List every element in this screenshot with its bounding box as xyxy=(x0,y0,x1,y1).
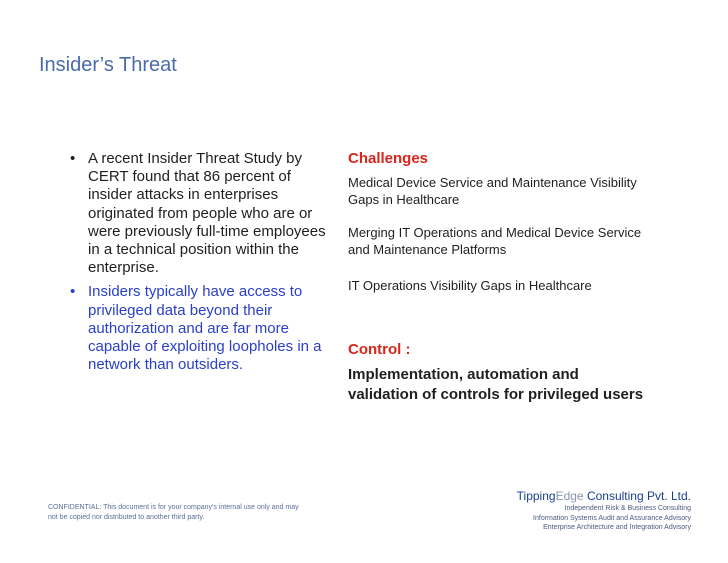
bullet-list xyxy=(70,150,332,374)
confidential-notice: CONFIDENTIAL: This document is for your company's internal use only and may not be copied nor distributed to another third party. xyxy=(48,504,299,521)
bullet-text: A recent Insider Threat Study by CERT found that 86 percent of insider attacks in enterprises originated from people who are or were previously full-time employees in a technical position within the enterprise. xyxy=(88,150,326,277)
bullet-marker: • xyxy=(70,150,76,167)
brand-edge: Edge xyxy=(555,489,584,503)
brand-tipping: Tipping xyxy=(516,489,556,503)
bullet-item xyxy=(70,283,332,374)
challenges-panel xyxy=(348,150,648,404)
challenges-heading: Challenges xyxy=(348,150,429,167)
bullet-item xyxy=(70,150,332,277)
service-line: Independent Risk & Business Consulting xyxy=(564,505,691,512)
control-body: Implementation, automation and validation of controls for privileged users xyxy=(348,366,644,403)
bullet-text: Insiders typically have access to privileged data beyond their authorization and are far more capable of exploiting loopholes in a network than outsiders. xyxy=(88,283,322,374)
service-line: Enterprise Architecture and Integration Advisory xyxy=(543,524,691,531)
company-logo-text xyxy=(517,489,691,503)
bullet-marker: • xyxy=(70,283,76,301)
control-heading: Control : xyxy=(348,341,411,358)
challenge-item: Medical Device Service and Maintenance Visibility Gaps in Healthcare xyxy=(348,175,637,207)
service-line: Information Systems Audit and Assurance Advisory xyxy=(533,514,691,522)
slide-title: Insider’s Threat xyxy=(39,54,177,76)
company-services xyxy=(533,504,691,533)
challenge-item: IT Operations Visibility Gaps in Healthcare xyxy=(348,278,592,293)
challenge-item: Merging IT Operations and Medical Device Service and Maintenance Platforms xyxy=(348,225,642,257)
brand-rest: Consulting Pvt. Ltd. xyxy=(583,489,691,503)
